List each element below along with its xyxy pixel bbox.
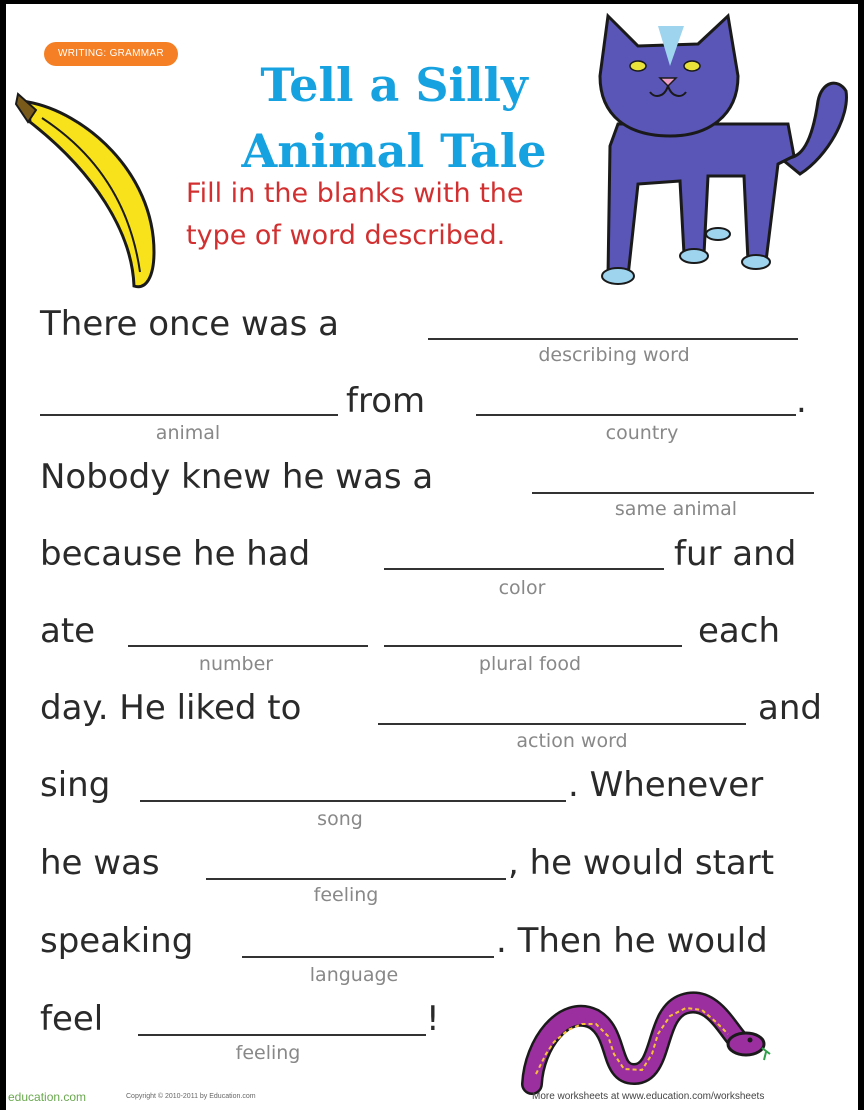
story-text: and [758, 688, 822, 728]
blank-color[interactable] [384, 568, 664, 570]
blank-language[interactable] [242, 956, 494, 958]
story-text: ate [40, 611, 96, 651]
hint-country: country [605, 422, 679, 444]
hint-color: color [498, 577, 546, 599]
snake-illustration [524, 974, 784, 1094]
subject-tag: WRITING: GRAMMAR [44, 42, 178, 66]
blank-same-animal[interactable] [532, 492, 814, 494]
story-text: fur and [674, 534, 797, 574]
blank-action-word[interactable] [378, 723, 746, 725]
cat-illustration [588, 6, 858, 296]
blank-country[interactable] [476, 414, 796, 416]
blank-plural-food[interactable] [384, 645, 682, 647]
story-text: he was [40, 843, 160, 883]
story-text: There once was a [40, 304, 339, 344]
blank-song[interactable] [140, 800, 566, 802]
blank-feeling-2[interactable] [138, 1034, 426, 1036]
story-text: speaking [40, 921, 194, 961]
blank-feeling-1[interactable] [206, 878, 506, 880]
footer-logo[interactable]: education.com [8, 1090, 87, 1104]
story-text: ! [426, 999, 440, 1039]
worksheet-page [6, 4, 858, 1110]
blank-describing-word[interactable] [428, 338, 798, 340]
story-text: because he had [40, 534, 311, 574]
story-text: day. He liked to [40, 688, 302, 728]
blank-number[interactable] [128, 645, 368, 647]
blank-animal[interactable] [40, 414, 338, 416]
hint-animal: animal [155, 422, 221, 444]
story-text: Nobody knew he was a [40, 457, 434, 497]
hint-same-animal: same animal [614, 498, 738, 520]
hint-song: song [317, 808, 363, 830]
story-text: . [796, 381, 807, 421]
hint-language: language [309, 964, 399, 986]
instructions-line2: type of word described. [186, 220, 506, 251]
story-text: feel [40, 999, 104, 1039]
hint-plural-food: plural food [478, 653, 582, 675]
hint-describing-word: describing word [538, 344, 690, 366]
banana-illustration [14, 82, 164, 297]
story-text: , he would start [508, 843, 775, 883]
story-text: sing [40, 765, 111, 805]
footer-more-worksheets-link[interactable]: More worksheets at www.education.com/worksheets [532, 1091, 765, 1102]
page-title-line1: Tell a Silly [260, 58, 528, 112]
hint-number: number [198, 653, 274, 675]
story-text: . Then he would [496, 921, 768, 961]
story-text: each [698, 611, 780, 651]
footer-copyright: Copyright © 2010-2011 by Education.com [126, 1093, 256, 1100]
page-title-line2: Animal Tale [241, 124, 547, 178]
instructions-line1: Fill in the blanks with the [186, 178, 524, 209]
hint-action-word: action word [516, 730, 628, 752]
story-text: . Whenever [568, 765, 764, 805]
hint-feeling-2: feeling [235, 1042, 301, 1064]
story-text: from [346, 381, 426, 421]
hint-feeling-1: feeling [313, 884, 379, 906]
